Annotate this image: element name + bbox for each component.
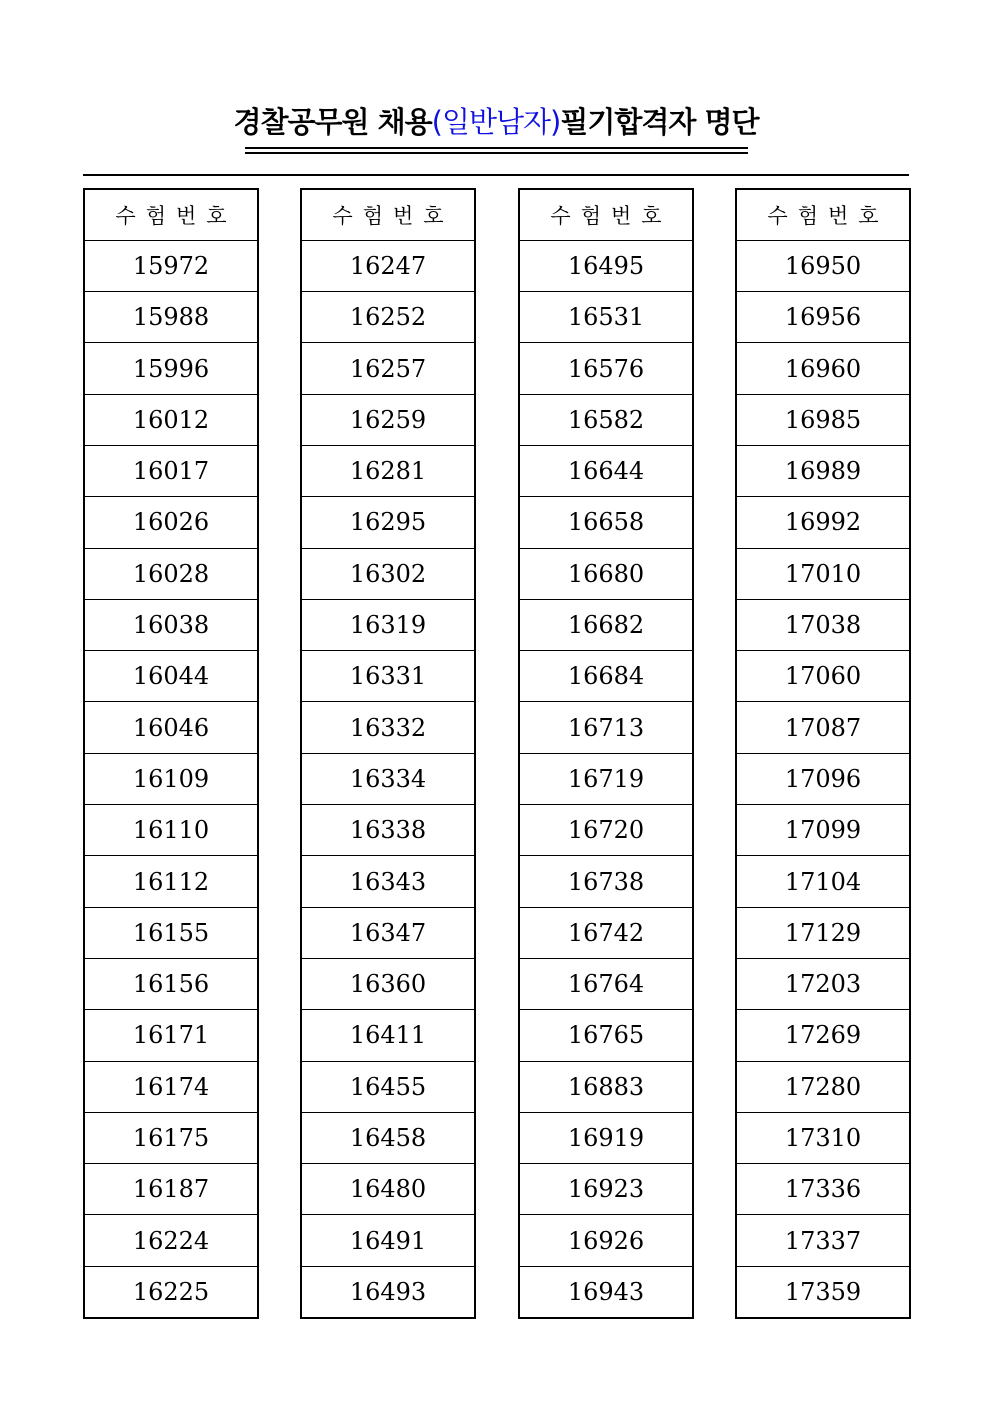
exam-number: 16576 [519, 343, 693, 394]
exam-number: 17269 [736, 1010, 910, 1061]
exam-number: 16110 [84, 805, 258, 856]
table-row [301, 702, 475, 753]
table-row [736, 394, 910, 445]
table-row [736, 651, 910, 702]
exam-number: 16347 [301, 907, 475, 958]
exam-number: 16360 [301, 958, 475, 1009]
table-row [519, 1061, 693, 1112]
exam-number: 16682 [519, 599, 693, 650]
table-row [736, 856, 910, 907]
table-row [84, 292, 258, 343]
exam-number: 16017 [84, 445, 258, 496]
table-row [736, 1061, 910, 1112]
table-row [519, 445, 693, 496]
table-row [84, 702, 258, 753]
table-row [736, 805, 910, 856]
exam-number: 16012 [84, 394, 258, 445]
exam-number: 16044 [84, 651, 258, 702]
table-row [519, 599, 693, 650]
exam-number: 16109 [84, 753, 258, 804]
table-row [84, 907, 258, 958]
exam-number: 16950 [736, 240, 910, 291]
exam-number: 16684 [519, 651, 693, 702]
table-row [519, 907, 693, 958]
exam-number: 16257 [301, 343, 475, 394]
table-row [519, 1266, 693, 1317]
table-row [301, 497, 475, 548]
table-row [84, 548, 258, 599]
exam-number: 16493 [301, 1266, 475, 1317]
exam-number: 17280 [736, 1061, 910, 1112]
horizontal-divider [83, 174, 909, 176]
table-row [519, 548, 693, 599]
table-row [736, 445, 910, 496]
table-row [519, 394, 693, 445]
column-header: 수험번호 [767, 203, 889, 228]
exam-number: 17336 [736, 1164, 910, 1215]
exam-number: 16155 [84, 907, 258, 958]
table-row [736, 753, 910, 804]
exam-number: 16252 [301, 292, 475, 343]
table-row [84, 805, 258, 856]
table-row [736, 907, 910, 958]
table-row [736, 702, 910, 753]
exam-number: 16923 [519, 1164, 693, 1215]
table-row [84, 599, 258, 650]
exam-number: 16956 [736, 292, 910, 343]
table-row [301, 394, 475, 445]
table-row [736, 1112, 910, 1163]
table-row [519, 856, 693, 907]
table-row [301, 1112, 475, 1163]
table-row [301, 1266, 475, 1317]
title-prefix: 경찰공무원 채용 [233, 105, 432, 139]
table-row [736, 240, 910, 291]
table-row [519, 343, 693, 394]
exam-number: 17060 [736, 651, 910, 702]
table-row [84, 445, 258, 496]
exam-number: 16719 [519, 753, 693, 804]
exam-number: 16919 [519, 1112, 693, 1163]
exam-number: 16225 [84, 1266, 258, 1317]
exam-number: 16680 [519, 548, 693, 599]
exam-number: 16582 [519, 394, 693, 445]
exam-number: 16338 [301, 805, 475, 856]
exam-number: 17010 [736, 548, 910, 599]
table-row [301, 548, 475, 599]
exam-number: 16720 [519, 805, 693, 856]
page-title [0, 100, 992, 141]
exam-number: 16046 [84, 702, 258, 753]
exam-number: 17087 [736, 702, 910, 753]
exam-number: 16742 [519, 907, 693, 958]
table-row [84, 1112, 258, 1163]
table-row [736, 343, 910, 394]
exam-number: 16883 [519, 1061, 693, 1112]
exam-number: 16281 [301, 445, 475, 496]
table-row [84, 1010, 258, 1061]
exam-number: 17099 [736, 805, 910, 856]
exam-number: 16259 [301, 394, 475, 445]
exam-number: 16026 [84, 497, 258, 548]
exam-number: 16985 [736, 394, 910, 445]
exam-number: 16224 [84, 1215, 258, 1266]
table-row [84, 1215, 258, 1266]
table-row [301, 599, 475, 650]
table-row [301, 753, 475, 804]
column-header: 수험번호 [550, 203, 672, 228]
table-row [84, 651, 258, 702]
exam-number: 17337 [736, 1215, 910, 1266]
exam-number: 16295 [301, 497, 475, 548]
table-row [301, 1215, 475, 1266]
table-row [301, 805, 475, 856]
table-row [301, 1010, 475, 1061]
exam-number: 16343 [301, 856, 475, 907]
table-row [301, 958, 475, 1009]
results-table-3 [518, 188, 694, 1319]
exam-number: 17203 [736, 958, 910, 1009]
exam-number: 16319 [301, 599, 475, 650]
table-row [736, 599, 910, 650]
exam-number: 16765 [519, 1010, 693, 1061]
exam-number: 15972 [84, 240, 258, 291]
exam-number: 16644 [519, 445, 693, 496]
table-row [736, 548, 910, 599]
exam-number: 16713 [519, 702, 693, 753]
table-row [519, 1010, 693, 1061]
table-row [519, 1112, 693, 1163]
table-row [301, 651, 475, 702]
exam-number: 16174 [84, 1061, 258, 1112]
table-row [301, 240, 475, 291]
table-row [301, 1061, 475, 1112]
table-row [301, 907, 475, 958]
exam-number: 16989 [736, 445, 910, 496]
exam-number: 16764 [519, 958, 693, 1009]
exam-number: 16038 [84, 599, 258, 650]
table-row [84, 394, 258, 445]
exam-number: 16992 [736, 497, 910, 548]
exam-number: 16531 [519, 292, 693, 343]
table-row [84, 1164, 258, 1215]
results-table-2 [300, 188, 476, 1319]
title-suffix: 필기합격자 명단 [560, 105, 759, 139]
table-row [519, 497, 693, 548]
exam-number: 17310 [736, 1112, 910, 1163]
table-row [519, 753, 693, 804]
table-row [519, 1164, 693, 1215]
table-row [301, 292, 475, 343]
exam-number: 16495 [519, 240, 693, 291]
exam-number: 15996 [84, 343, 258, 394]
table-row [301, 856, 475, 907]
exam-number: 16171 [84, 1010, 258, 1061]
exam-number: 16187 [84, 1164, 258, 1215]
exam-number: 16658 [519, 497, 693, 548]
table-row [519, 292, 693, 343]
exam-number: 16480 [301, 1164, 475, 1215]
exam-number: 16247 [301, 240, 475, 291]
table-row [736, 1164, 910, 1215]
exam-number: 16738 [519, 856, 693, 907]
table-row [736, 497, 910, 548]
table-row [519, 1215, 693, 1266]
exam-number: 16334 [301, 753, 475, 804]
table-row [84, 240, 258, 291]
table-row [84, 497, 258, 548]
table-row [519, 651, 693, 702]
table-row [301, 445, 475, 496]
table-row [84, 1266, 258, 1317]
exam-number: 16112 [84, 856, 258, 907]
exam-number: 17038 [736, 599, 910, 650]
table-row [519, 958, 693, 1009]
exam-number: 17104 [736, 856, 910, 907]
table-row [84, 343, 258, 394]
exam-number: 16411 [301, 1010, 475, 1061]
column-header: 수험번호 [332, 203, 454, 228]
exam-number: 16302 [301, 548, 475, 599]
table-row [736, 958, 910, 1009]
exam-number: 16491 [301, 1215, 475, 1266]
exam-number: 16455 [301, 1061, 475, 1112]
table-row [519, 240, 693, 291]
title-double-underline [245, 147, 748, 154]
exam-number: 17096 [736, 753, 910, 804]
table-row [736, 292, 910, 343]
title-highlight: (일반남자) [431, 105, 561, 139]
exam-number: 17359 [736, 1266, 910, 1317]
exam-number: 15988 [84, 292, 258, 343]
exam-number: 16028 [84, 548, 258, 599]
table-row [736, 1010, 910, 1061]
exam-number: 16458 [301, 1112, 475, 1163]
table-row [84, 753, 258, 804]
exam-number: 16331 [301, 651, 475, 702]
exam-number: 17129 [736, 907, 910, 958]
table-row [736, 1266, 910, 1317]
exam-number: 16175 [84, 1112, 258, 1163]
table-row [736, 1215, 910, 1266]
column-header: 수험번호 [115, 203, 237, 228]
exam-number: 16943 [519, 1266, 693, 1317]
results-table-4 [735, 188, 911, 1319]
exam-number: 16332 [301, 702, 475, 753]
exam-number: 16156 [84, 958, 258, 1009]
exam-number: 16926 [519, 1215, 693, 1266]
table-row [84, 1061, 258, 1112]
table-row [301, 1164, 475, 1215]
table-row [519, 805, 693, 856]
table-row [84, 958, 258, 1009]
table-row [519, 702, 693, 753]
exam-number: 16960 [736, 343, 910, 394]
results-table-1 [83, 188, 259, 1319]
table-row [301, 343, 475, 394]
table-row [84, 856, 258, 907]
